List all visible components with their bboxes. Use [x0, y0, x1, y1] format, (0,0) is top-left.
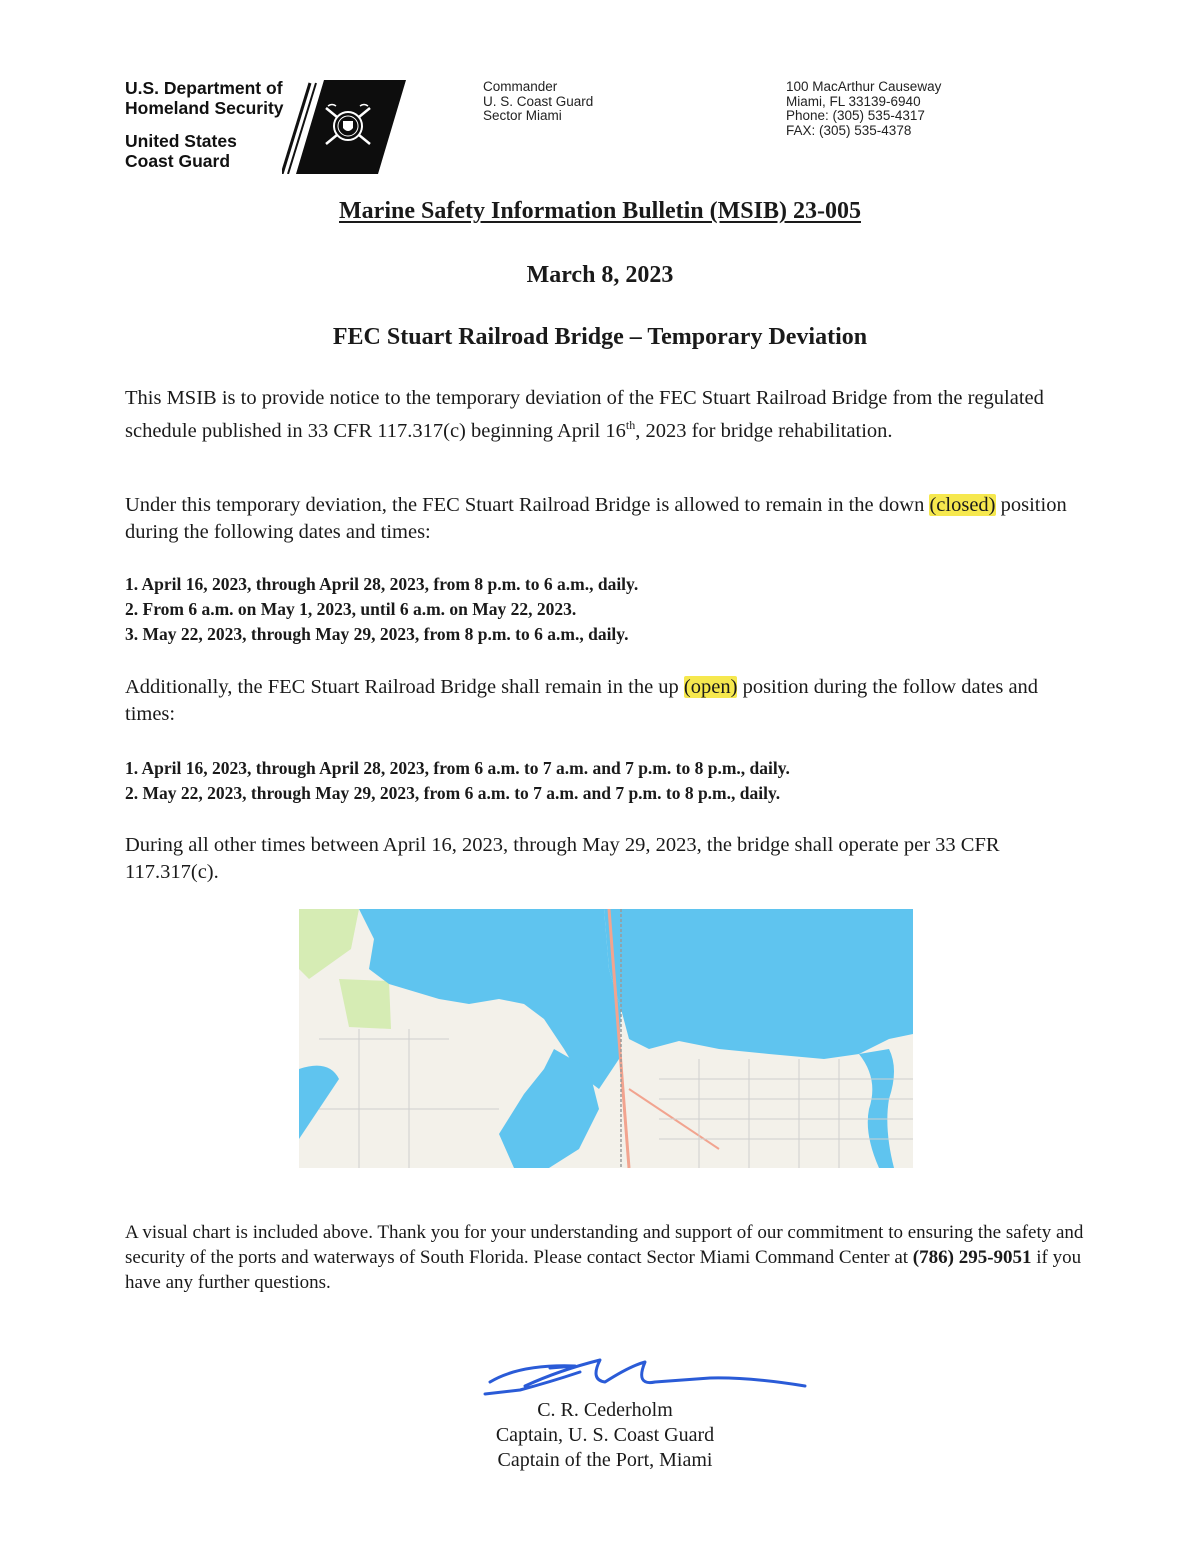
bulletin-title: Marine Safety Information Bulletin (MSIB) 23-005 [339, 198, 861, 224]
intro-text-b: , 2023 for bridge rehabilitation. [635, 419, 893, 442]
agency-block [125, 78, 284, 171]
bulletin-date: March 8, 2023 [526, 262, 674, 288]
closing-paragraph [125, 1220, 1095, 1295]
commander-line-2: U. S. Coast Guard [483, 93, 594, 109]
commander-block [483, 80, 593, 124]
signer-rank: Captain, U. S. Coast Guard [495, 1424, 715, 1446]
bulletin-subject: FEC Stuart Railroad Bridge – Temporary Deviation [332, 324, 868, 350]
agency-line-1: United States [125, 131, 237, 151]
closed-dates-list [125, 572, 1085, 647]
closing-text-a: A visual chart is included above. Thank you for your understanding and support of our commitment to ensuring the safety and security of the ports and waterways of South Florida. Please contact Sector Miami Command Center at [125, 1222, 1084, 1268]
intro-paragraph [125, 385, 1075, 445]
other-times-paragraph: During all other times between April 16, 2023, through May 29, 2023, the bridge shall operate per 33 CFR 117.317(c). [125, 834, 1000, 883]
dept-line-2: Homeland Security [125, 98, 284, 118]
intro-superscript: th [625, 418, 636, 432]
closed-item-2: 2. From 6 a.m. on May 1, 2023, until 6 a.m. on May 22, 2023. [125, 599, 577, 619]
signer-role: Captain of the Port, Miami [497, 1449, 713, 1471]
open-highlight: (open) [683, 676, 738, 698]
dhs-coast-guard-logo [282, 78, 406, 174]
signer-block [440, 1398, 770, 1473]
closed-item-1: 1. April 16, 2023, through April 28, 2023, from 8 p.m. to 6 a.m., daily. [125, 574, 639, 594]
commander-line-1: Commander [483, 79, 558, 94]
closed-text-a: Under this temporary deviation, the FEC Stuart Railroad Bridge is allowed to remain in the down [125, 494, 930, 516]
closed-item-3: 3. May 22, 2023, through May 29, 2023, from 8 p.m. to 6 a.m., daily. [125, 624, 629, 644]
address-city: Miami, FL 33139-6940 [786, 93, 921, 109]
closed-text-b: position during the following dates and times: [125, 494, 1067, 543]
address-fax: FAX: (305) 535-4378 [786, 122, 912, 138]
address-phone: Phone: (305) 535-4317 [786, 108, 925, 123]
open-item-1: 1. April 16, 2023, through April 28, 2023, from 6 a.m. to 7 a.m. and 7 p.m. to 8 p.m., daily. [125, 758, 790, 778]
open-paragraph [125, 674, 1075, 728]
open-text-a: Additionally, the FEC Stuart Railroad Bridge shall remain in the up [125, 676, 684, 698]
address-block [786, 80, 941, 138]
address-street: 100 MacArthur Causeway [786, 79, 942, 94]
command-center-phone: (786) 295-9051 [912, 1247, 1032, 1268]
intro-text-a: This MSIB is to provide notice to the temporary deviation of the FEC Stuart Railroad Bridge from the regulated schedule published in 33 CFR 117.317(c) beginning April 16 [125, 387, 1044, 442]
signature-image [480, 1352, 810, 1402]
closing-text-b: if you have any further questions. [125, 1247, 1082, 1293]
closed-paragraph [125, 492, 1075, 546]
signer-name: C. R. Cederholm [537, 1399, 673, 1421]
open-text-b: position during the follow dates and times: [125, 676, 1039, 725]
agency-line-2: Coast Guard [125, 151, 231, 171]
commander-line-3: Sector Miami [483, 108, 562, 123]
dept-line-1: U.S. Department of [125, 78, 283, 98]
bridge-location-map [299, 909, 913, 1168]
open-dates-list [125, 756, 1085, 806]
open-item-2: 2. May 22, 2023, through May 29, 2023, from 6 a.m. to 7 a.m. and 7 p.m. to 8 p.m., daily. [125, 783, 781, 803]
closed-highlight: (closed) [929, 494, 996, 516]
